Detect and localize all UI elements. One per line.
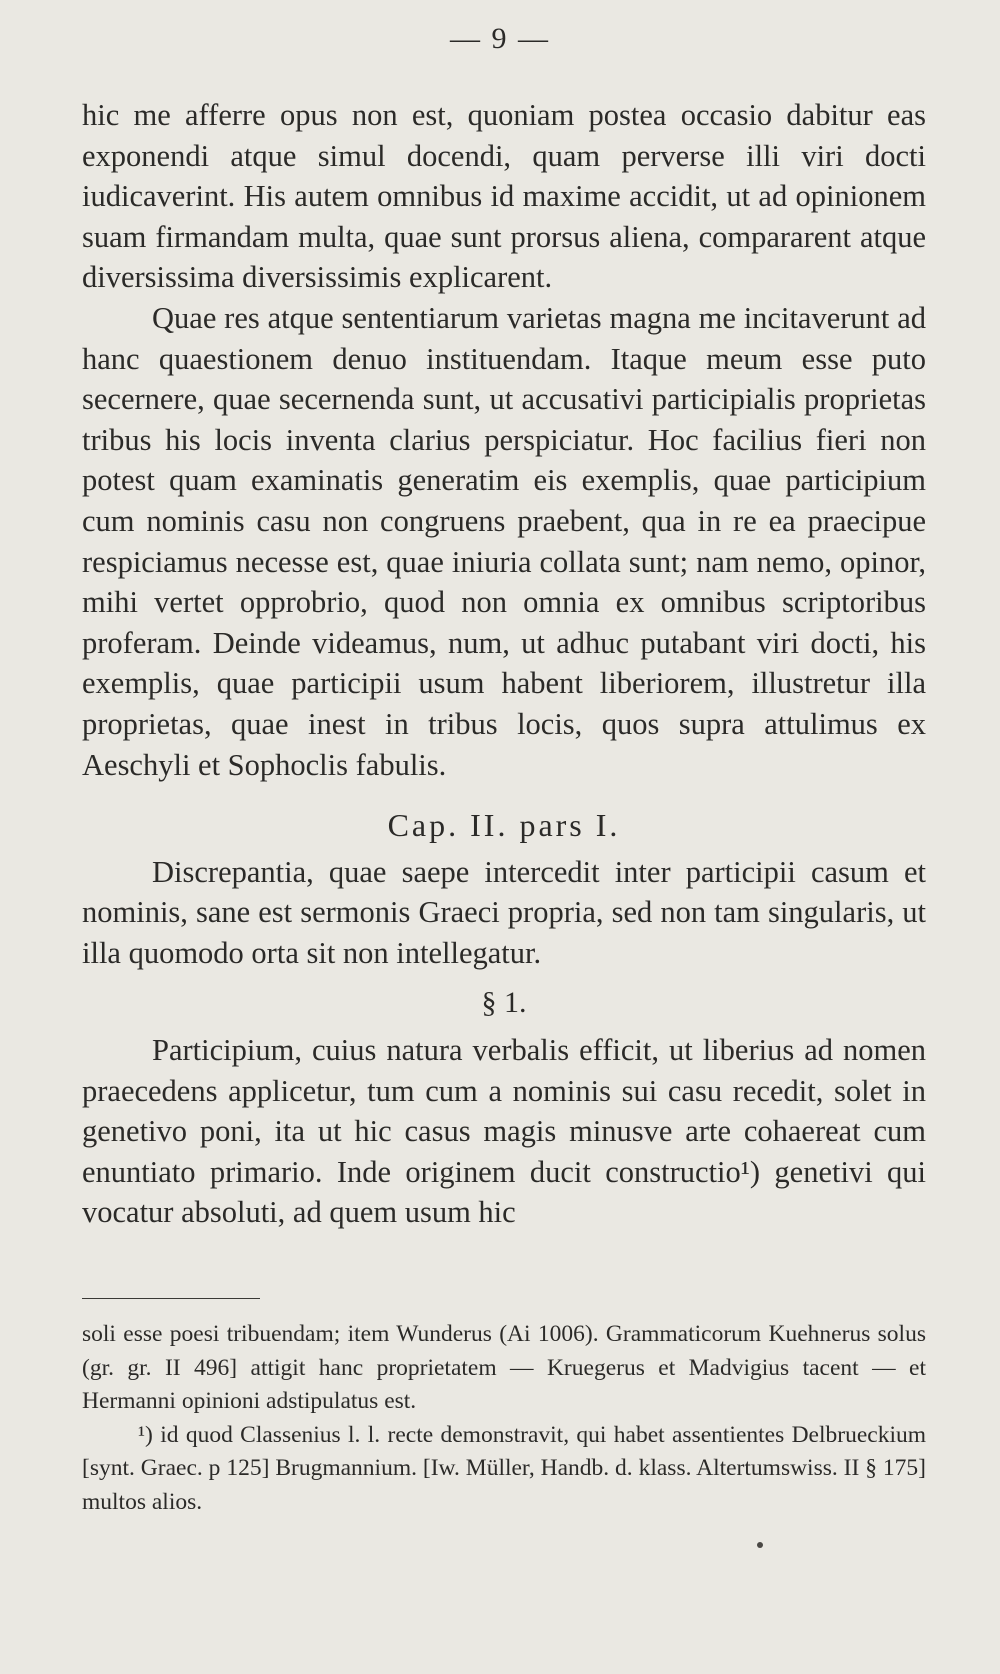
section-mark: § 1. [481,986,527,1020]
footnote-1: ¹) id quod Classenius l. l. recte demonstravit, qui habet assentientes Delbrueckium [synt. Graec. p 125] Brugmannium. [Iw. Müller, Handb. d. klass. Altertumswiss. II § 175] multos alios. [82,1421,926,1515]
ink-speck [757,1542,763,1548]
paragraph-2: Quae res atque sententiarum varietas magna me incitaverunt ad hanc quaestionem denuo instituendam. Itaque meum esse puto secernere, quae secernenda sunt, ut accusativi participialis proprietas tribus his locis inventa clarius perspiciatur. Hoc facilius fieri non potest quam examinatis generatim eis exemplis, quae participium cum nominis casu non congruens praebent, qua in re ea praecipue respiciamus necesse est, quae iniuria collata sunt; nam nemo, opinor, mihi vertet opprobrio, quod non omnia ex omnibus scriptoribus proferam. Deinde videamus, num, ut adhuc putabant viri docti, his exemplis, quae participii usum habent liberiorem, illustretur illa proprietas, quae inest in tribus locis, quos supra attulimus ex Aeschyli et Sophoclis fabulis. [82,300,926,782]
paragraph-1: hic me afferre opus non est, quoniam postea occasio dabitur eas exponendi atque simul docendi, quam perverse illi viri docti iudicaverint. His autem omnibus id maxime accidit, ut ad opinionem suam firmandam multa, quae sunt prorsus aliena, compararent atque diversissima diversissimis explicarent. [82,98,926,295]
footnote-continuation: soli esse poesi tribuendam; item Wunderus (Ai 1006). Grammaticorum Kuehnerus solus (gr. gr. II 496] attigit hanc proprietatem — Kruegerus et Madvigius tacent — et Hermanni opinioni adstipulatus est. [82,1321,926,1414]
paragraph-3: Discrepantia, quae saepe intercedit inter participii casum et nominis, sane est sermonis Graeci propria, sed non tam singularis, ut illa quomodo orta sit non intellegatur. [82,854,926,970]
main-text [82,95,926,1233]
paragraph-4: Participium, cuius natura verbalis efficit, ut liberius ad nomen praecedens applicetur, tum cum a nominis sui casu recedit, solet in genetivo poni, ita ut hic casus magis minusve arte cohaereat cum enuntiato primario. Inde originem ducit constructio¹) genetivi qui vocatur absoluti, ad quem usum hic [82,1033,926,1230]
footnotes [82,1318,926,1519]
page-number: — 9 — [450,22,550,55]
chapter-heading: Cap. II. pars I. [387,807,621,844]
footnote-rule [82,1298,260,1299]
